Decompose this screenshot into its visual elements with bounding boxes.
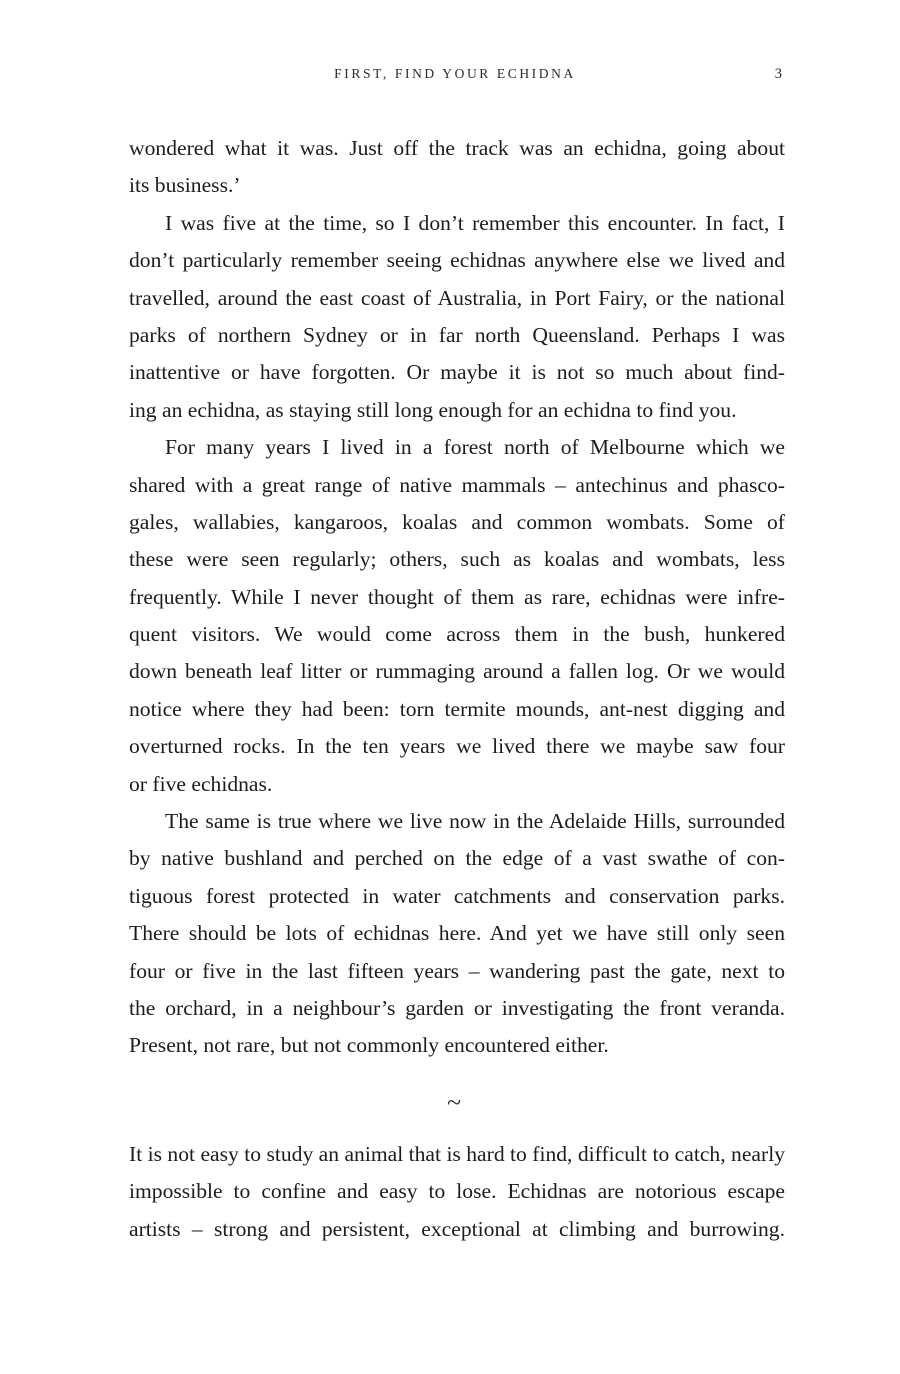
text-line: tiguous forest protected in water catchments and conservation parks. [129, 883, 785, 908]
text-line: For many years I lived in a forest north of Melbourne which we [165, 435, 785, 460]
text-line: or five echidnas. [129, 771, 273, 796]
text-line: the orchard, in a neighbour’s garden or investigating the front veranda. [129, 995, 785, 1020]
text-line: It is not easy to study an animal that is hard to find, difficult to catch, nearly [129, 1142, 785, 1166]
running-head [0, 66, 900, 86]
text-line: by native bushland and perched on the edge of a vast swathe of con- [129, 846, 785, 871]
text-line: The same is true where we live now in the Adelaide Hills, surrounded [165, 809, 785, 834]
text-line: gales, wallabies, kangaroos, koalas and common wombats. Some of [129, 509, 785, 534]
text-line: don’t particularly remember seeing echidnas anywhere else we lived and [129, 248, 785, 273]
text-line: parks of northern Sydney or in far north Queensland. Perhaps I was [129, 322, 785, 347]
text-line: inattentive or have forgotten. Or maybe it is not so much about find- [129, 360, 785, 385]
page-number: 3 [774, 66, 782, 82]
text-line: down beneath leaf litter or rummaging around a fallen log. Or we would [129, 659, 785, 684]
text-line: ing an echidna, as staying still long enough for an echidna to find you. [129, 397, 737, 422]
text-line: its business.’ [129, 173, 241, 198]
text-line: these were seen regularly; others, such as koalas and wombats, less [129, 547, 785, 572]
running-title: FIRST, FIND YOUR ECHIDNA [334, 66, 576, 81]
text-line: notice where they had been: torn termite mounds, ant-nest digging and [129, 696, 785, 721]
body-text-block [129, 130, 785, 1065]
text-line: artists – strong and persistent, exceptional at climbing and burrowing. [129, 1216, 785, 1241]
text-line: Present, not rare, but not commonly encountered either. [129, 1033, 609, 1058]
text-line: frequently. While I never thought of them as rare, echidnas were infre- [129, 584, 785, 609]
text-line: quent visitors. We would come across them in the bush, hunkered [129, 622, 785, 647]
text-line: travelled, around the east coast of Australia, in Port Fairy, or the national [129, 285, 785, 310]
text-line: wondered what it was. Just off the track was an echidna, going about [129, 136, 785, 160]
text-line: overturned rocks. In the ten years we lived there we maybe saw four [129, 734, 785, 759]
text-line: four or five in the last fifteen years – wandering past the gate, next to [129, 958, 785, 983]
text-line: impossible to confine and easy to lose. Echidnas are notorious escape [129, 1179, 785, 1204]
text-line: shared with a great range of native mammals – antechinus and phasco- [129, 472, 785, 497]
text-line: I was five at the time, so I don’t remember this encounter. In fact, I [165, 210, 785, 235]
section-break-ornament: ~ [446, 1088, 462, 1117]
body-text-block [129, 1136, 785, 1248]
text-line: There should be lots of echidnas here. And yet we have still only seen [129, 921, 785, 946]
